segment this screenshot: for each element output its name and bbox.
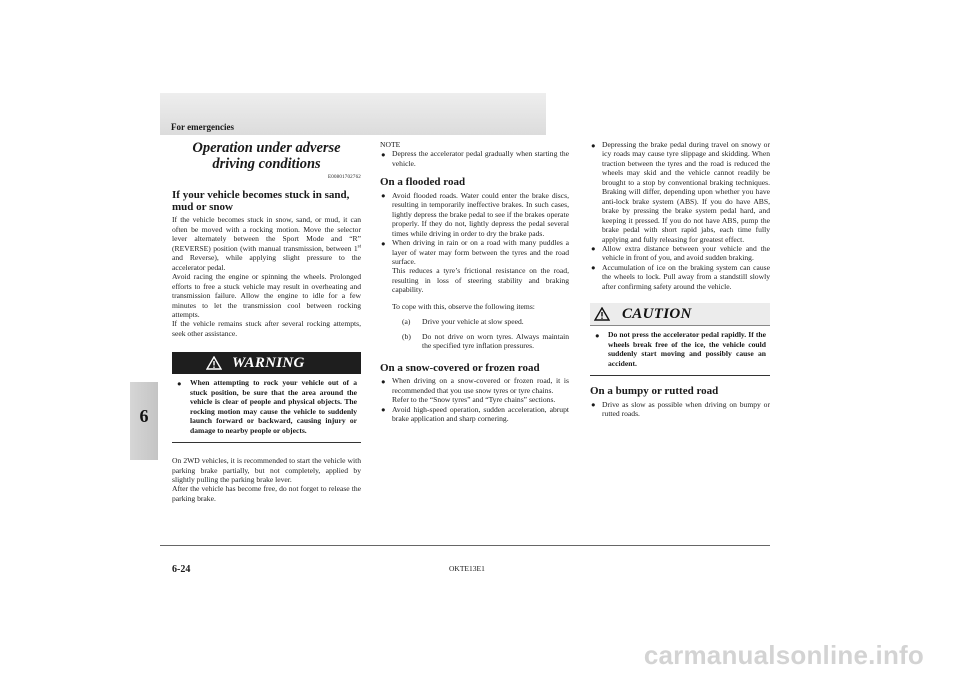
- section-code: E00801702762: [328, 175, 361, 180]
- flooded-item: [380, 191, 569, 238]
- cope-intro: To cope with this, observe the following items:: [392, 301, 535, 311]
- sub-marker: (a): [402, 317, 411, 327]
- flooded-heading: On a flooded road: [380, 176, 466, 189]
- rocking-text-b: and Reverse), while applying slight pressure to the accelerator pedal.: [172, 253, 361, 272]
- flooded-item: [380, 238, 569, 311]
- warning-body: [172, 374, 361, 443]
- document-code: OKTE13E1: [449, 564, 485, 573]
- column-left: [172, 140, 361, 503]
- racing-paragraph: Avoid racing the engine or spinning the wheels. Prolonged efforts to free a stuck vehicle may result in overheating and transmission failure. Allow the engine to idle for a few minutes to let the transmission cool between rocking attempts.: [172, 272, 361, 319]
- caution-item: [594, 330, 766, 368]
- section-title: For emergencies: [171, 122, 235, 132]
- note-item: [380, 149, 569, 168]
- caution-body: [590, 326, 770, 376]
- sub-item-a: [402, 317, 569, 326]
- sub-marker: (b): [402, 331, 411, 341]
- snow-text-1b: Refer to the “Snow tyres” and “Tyre chains” sections.: [392, 395, 556, 405]
- caution-header: [590, 303, 770, 326]
- ordinal-sup: st: [357, 244, 361, 250]
- parking-brake-paragraph: On 2WD vehicles, it is recommended to start the vehicle with parking brake partially, but not completely, applied by slightly pulling the parking brake lever.: [172, 456, 361, 484]
- bullet-icon: [381, 150, 386, 159]
- bumpy-text: Drive as slow as possible when driving on bumpy or rutted roads.: [602, 399, 770, 419]
- bullet-icon: [595, 331, 600, 340]
- distance-text: Allow extra distance between your vehicle and the vehicle in front of you, and avoid sudden braking.: [602, 243, 770, 263]
- site-watermark: carmanualsonline.info: [643, 640, 924, 670]
- chapter-number: 6: [139, 406, 149, 426]
- warning-header: [172, 352, 361, 374]
- bumpy-item: [590, 400, 770, 419]
- warning-item: [176, 378, 357, 435]
- bullet-icon: [381, 191, 386, 200]
- bullet-icon: [591, 141, 596, 150]
- bullet-icon: [591, 263, 596, 272]
- sub-item-b: [402, 332, 569, 351]
- caution-title: CAUTION: [622, 305, 692, 322]
- sub-text: Do not drive on worn tyres. Always maintain the specified tyre inflation pressures.: [422, 331, 569, 351]
- chapter-tab: [130, 382, 158, 460]
- page-number: 6-24: [172, 564, 191, 575]
- note-label: NOTE: [380, 140, 401, 149]
- note-text: Depress the accelerator pedal gradually when starting the vehicle.: [392, 149, 569, 168]
- caution-text: Do not press the accelerator pedal rapidly. If the wheels break free of the ice, the vehicle could suddenly start moving and possibly cause an accident.: [608, 330, 766, 368]
- bullet-icon: [381, 377, 386, 386]
- braking-item: [590, 140, 770, 244]
- ice-item: [590, 263, 770, 291]
- assistance-paragraph: If the vehicle remains stuck after several rocking attempts, seek other assistance.: [172, 319, 361, 338]
- ice-text: Accumulation of ice on the braking system can cause the wheels to lock. Pull away from a standstill slowly after confirming safety around the vehicle.: [602, 262, 770, 291]
- snow-heading: On a snow-covered or frozen road: [380, 361, 540, 374]
- rocking-text-a: If the vehicle becomes stuck in snow, sand, or mud, it can often be moved with a rocking motion. Move the selector lever alternately between the Sport Mode and “R” (REVERSE) position (with manual transmission, between 1: [172, 215, 361, 253]
- caution-triangle-icon: [594, 307, 610, 321]
- bullet-icon: [591, 244, 596, 253]
- flooded-text-1: Avoid flooded roads. Water could enter the brake discs, resulting in temporarily ineffective brakes. In such cases, lightly depress the brake pedal to see if the brakes operate properly. If they do not, lightly depress the pedal several times while driving in order to dry the brake pads.: [392, 190, 569, 238]
- column-middle: [380, 140, 569, 423]
- snow-text-2: Avoid high-speed operation, sudden acceleration, abrupt brake application and sharp cornering.: [392, 404, 569, 423]
- footer-rule: [160, 545, 770, 546]
- sub-text: Drive your vehicle at slow speed.: [422, 317, 524, 327]
- sub-list: [402, 317, 569, 350]
- warning-triangle-icon: [206, 356, 222, 370]
- flooded-text-2a: When driving in rain or on a road with many puddles a layer of water may form between the tyres and the road surface.: [392, 238, 569, 267]
- snow-text-1a: When driving on a snow-covered or frozen road, it is recommended that you use snow tyres or tyre chains.: [392, 376, 569, 395]
- bullet-icon: [591, 400, 596, 409]
- bullet-icon: [381, 239, 386, 248]
- distance-item: [590, 244, 770, 263]
- stuck-heading: If your vehicle becomes stuck in sand, mud or snow: [172, 189, 350, 213]
- column-right: [590, 140, 770, 418]
- bumpy-heading: On a bumpy or rutted road: [590, 385, 719, 398]
- warning-text: When attempting to rock your vehicle out of a stuck position, be sure that the area around the vehicle is clear of people and physical objects. The rocking motion may cause the vehicle to suddenly launch forward or backward, causing injury or damage to nearby people or objects.: [190, 378, 357, 435]
- bullet-icon: [177, 379, 182, 388]
- rocking-paragraph: [172, 215, 361, 272]
- flooded-text-2b: This reduces a tyre’s frictional resistance on the road, resulting in loss of steering stability and braking capability.: [392, 266, 569, 295]
- braking-text: Depressing the brake pedal during travel on snowy or icy roads may cause tyre slippage and skidding. When traction between the tyres and the road is reduced the wheels may skid and the vehicle cannot readily be brought to a stop by conventional braking techniques. Braking will differ, depending upon whether you have anti-lock brake system (ABS). If you do have ABS, brake by pressing the brake system pedal hard, and keeping it pressed. If you do not have ABS, pump the brake pedal with short rapid jabs, each time fully applying and fully releasing for greatest effect.: [602, 140, 770, 244]
- release-paragraph: After the vehicle has become free, do not forget to release the parking brake.: [172, 484, 361, 503]
- bullet-icon: [381, 405, 386, 414]
- snow-item: [380, 405, 569, 424]
- snow-item: [380, 376, 569, 404]
- warning-title: WARNING: [232, 354, 305, 371]
- page-title: Operation under adverse driving conditions: [192, 140, 341, 172]
